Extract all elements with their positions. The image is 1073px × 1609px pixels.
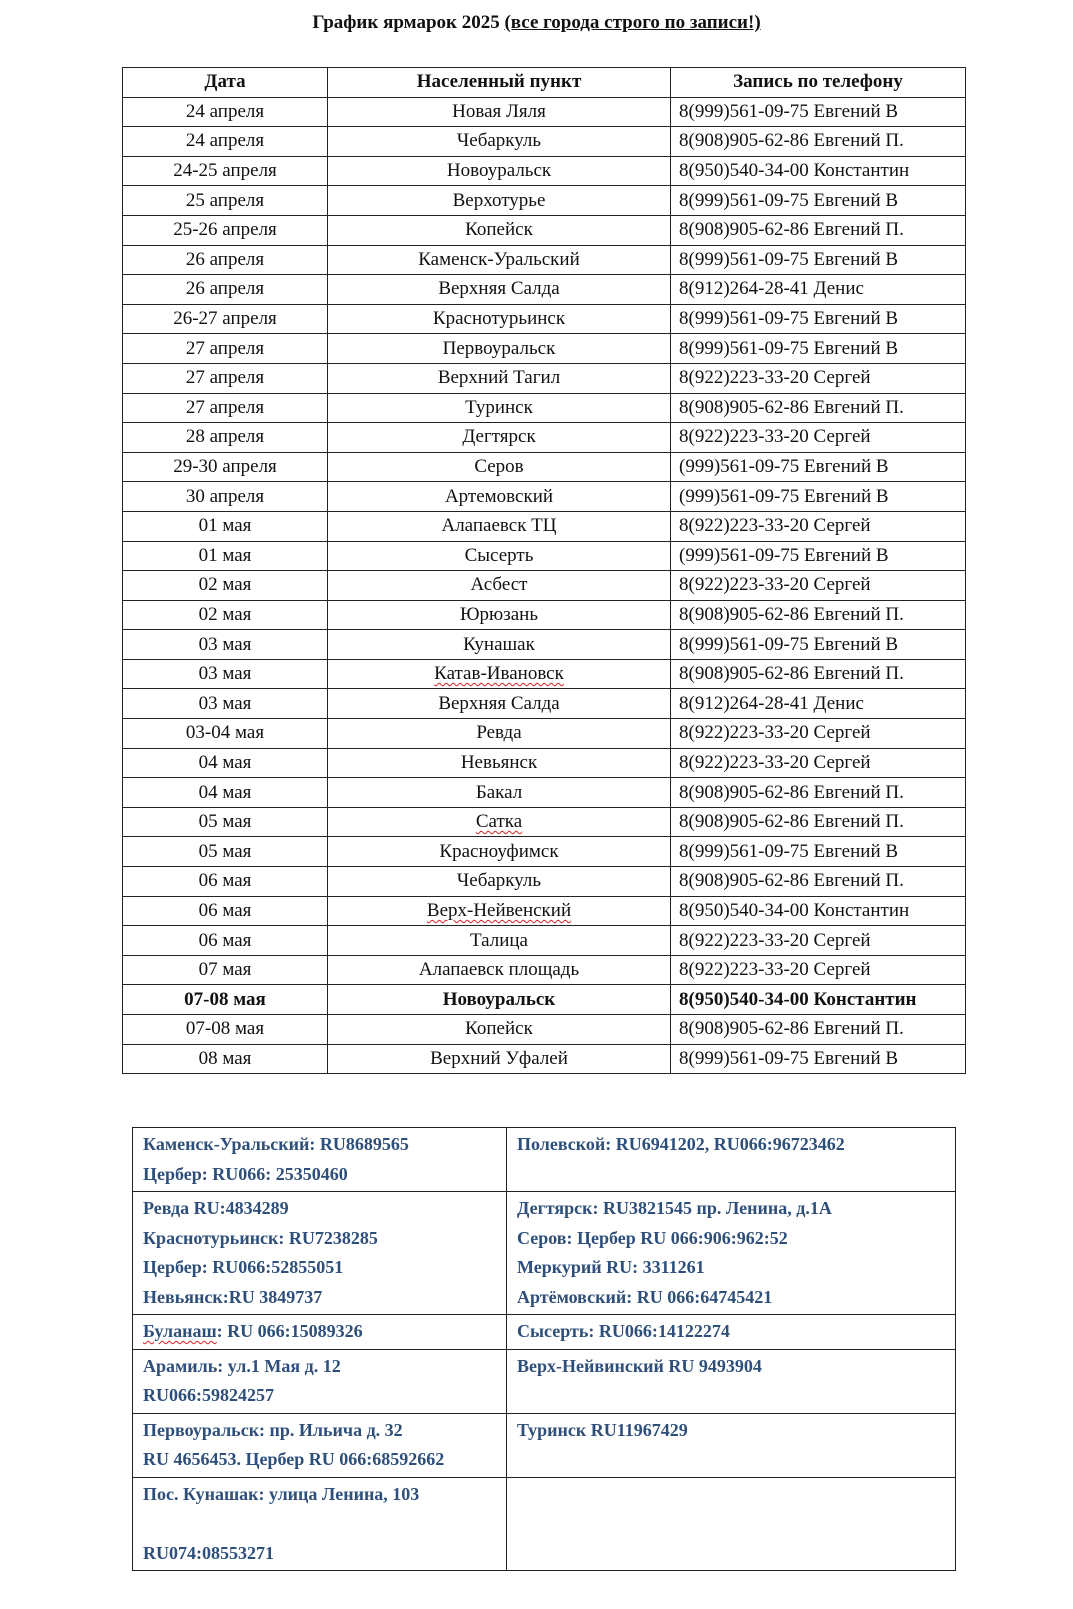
- city-name-spellcheck: Верх-Нейвенский: [426, 899, 572, 921]
- registry-row: [133, 1349, 956, 1413]
- registry-line: RU 4656453. Цербер RU 066:68592662: [143, 1449, 445, 1469]
- registry-line: Краснотурьинск: RU7238285: [143, 1227, 378, 1248]
- phone-cell: 8(999)561-09-75 Евгений В: [671, 630, 966, 660]
- registry-line: Серов: Цербер RU 066:906:962:52: [517, 1227, 788, 1248]
- table-row: [123, 215, 966, 245]
- city-cell: Талица: [328, 926, 671, 956]
- registry-cell-left: [133, 1192, 507, 1315]
- registry-cell-left: [133, 1477, 507, 1571]
- city-cell: Новоуральск: [328, 985, 671, 1015]
- date-cell: 02 мая: [123, 571, 328, 601]
- date-cell: 01 мая: [123, 511, 328, 541]
- registry-cell-right: [507, 1128, 956, 1192]
- city-cell: Первоуральск: [328, 334, 671, 364]
- date-cell: 01 мая: [123, 541, 328, 571]
- table-row: [123, 245, 966, 275]
- registry-numbers-table: [132, 1127, 956, 1571]
- registry-blank-line: [143, 1509, 496, 1539]
- date-cell: 06 мая: [123, 926, 328, 956]
- date-cell: 24-25 апреля: [123, 156, 328, 186]
- date-cell: 08 мая: [123, 1044, 328, 1074]
- registry-line: Дегтярск: RU3821545 пр. Ленина, д.1А: [517, 1198, 832, 1218]
- title-main: График ярмарок 2025: [312, 12, 505, 33]
- phone-cell: 8(908)905-62-86 Евгений П.: [671, 1015, 966, 1045]
- phone-cell: 8(922)223-33-20 Сергей: [671, 748, 966, 778]
- column-header-date: Дата: [123, 68, 328, 98]
- date-cell: 26 апреля: [123, 275, 328, 305]
- city-cell: Новоуральск: [328, 156, 671, 186]
- date-cell: 03 мая: [123, 659, 328, 689]
- phone-cell: (999)561-09-75 Евгений В: [671, 452, 966, 482]
- table-row: [123, 719, 966, 749]
- date-cell: 26-27 апреля: [123, 304, 328, 334]
- table-row: [123, 423, 966, 453]
- table-row: [123, 689, 966, 719]
- phone-cell: 8(999)561-09-75 Евгений В: [671, 304, 966, 334]
- date-cell: 24 апреля: [123, 97, 328, 127]
- city-cell: Каменск-Уральский: [328, 245, 671, 275]
- phone-cell: 8(950)540-34-00 Константин: [671, 985, 966, 1015]
- city-cell: [328, 659, 671, 689]
- table-row: [123, 156, 966, 186]
- table-row: [123, 778, 966, 808]
- table-row: [123, 955, 966, 985]
- table-row: [123, 748, 966, 778]
- table-row: [123, 452, 966, 482]
- registry-cell-left: [133, 1315, 507, 1350]
- table-row: [123, 393, 966, 423]
- table-row: [123, 867, 966, 897]
- registry-row: [133, 1413, 956, 1477]
- date-cell: 03-04 мая: [123, 719, 328, 749]
- date-cell: 07-08 мая: [123, 985, 328, 1015]
- table-row: [123, 896, 966, 926]
- table-row: [123, 304, 966, 334]
- phone-cell: 8(922)223-33-20 Сергей: [671, 511, 966, 541]
- phone-cell: (999)561-09-75 Евгений В: [671, 482, 966, 512]
- phone-cell: 8(908)905-62-86 Евгений П.: [671, 867, 966, 897]
- city-cell: Сысерть: [328, 541, 671, 571]
- registry-cell-right: [507, 1192, 956, 1315]
- phone-cell: 8(950)540-34-00 Константин: [671, 156, 966, 186]
- phone-cell: 8(999)561-09-75 Евгений В: [671, 334, 966, 364]
- city-cell: Невьянск: [328, 748, 671, 778]
- registry-word-spellcheck: Буланаш: [143, 1321, 217, 1341]
- city-cell: Бакал: [328, 778, 671, 808]
- city-cell: Алапаевск ТЦ: [328, 511, 671, 541]
- table-row: [123, 630, 966, 660]
- date-cell: 02 мая: [123, 600, 328, 630]
- phone-cell: 8(922)223-33-20 Сергей: [671, 363, 966, 393]
- registry-line: Арамиль: ул.1 Мая д. 12: [143, 1355, 341, 1376]
- city-cell: Дегтярск: [328, 423, 671, 453]
- date-cell: 30 апреля: [123, 482, 328, 512]
- registry-line: Каменск-Уральский: RU8689565: [143, 1134, 409, 1154]
- table-row: [123, 1044, 966, 1074]
- registry-cell-right: [507, 1413, 956, 1477]
- city-cell: Кунашак: [328, 630, 671, 660]
- city-cell: Копейск: [328, 215, 671, 245]
- phone-cell: 8(999)561-09-75 Евгений В: [671, 837, 966, 867]
- table-row: [123, 571, 966, 601]
- table-header-row: [123, 68, 966, 98]
- phone-cell: 8(908)905-62-86 Евгений П.: [671, 393, 966, 423]
- date-cell: 03 мая: [123, 689, 328, 719]
- phone-cell: 8(922)223-33-20 Сергей: [671, 571, 966, 601]
- phone-cell: (999)561-09-75 Евгений В: [671, 541, 966, 571]
- city-cell: Асбест: [328, 571, 671, 601]
- city-cell: [328, 807, 671, 837]
- registry-line: Цербер: RU066:52855051: [143, 1257, 344, 1277]
- registry-line: Буланаш: RU 066:15089326: [143, 1321, 363, 1341]
- registry-line: Туринск RU11967429: [517, 1419, 688, 1440]
- registry-line: RU074:08553271: [143, 1542, 274, 1563]
- date-cell: 28 апреля: [123, 423, 328, 453]
- registry-line: Полевской: RU6941202, RU066:96723462: [517, 1134, 845, 1154]
- table-row: [123, 985, 966, 1015]
- city-cell: Туринск: [328, 393, 671, 423]
- registry-line: Ревда RU:4834289: [143, 1198, 289, 1218]
- phone-cell: 8(912)264-28-41 Денис: [671, 689, 966, 719]
- date-cell: 07-08 мая: [123, 1015, 328, 1045]
- date-cell: 27 апреля: [123, 393, 328, 423]
- table-row: [123, 541, 966, 571]
- registry-line: Невьянск:RU 3849737: [143, 1286, 323, 1307]
- table-row: [123, 511, 966, 541]
- table-row: [123, 807, 966, 837]
- phone-cell: 8(912)264-28-41 Денис: [671, 275, 966, 305]
- registry-row: [133, 1315, 956, 1350]
- date-cell: 27 апреля: [123, 334, 328, 364]
- city-cell: Краснотурьинск: [328, 304, 671, 334]
- city-cell: Верхняя Салда: [328, 689, 671, 719]
- phone-cell: 8(908)905-62-86 Евгений П.: [671, 778, 966, 808]
- date-cell: 24 апреля: [123, 127, 328, 157]
- table-row: [123, 127, 966, 157]
- date-cell: 27 апреля: [123, 363, 328, 393]
- city-cell: Серов: [328, 452, 671, 482]
- phone-cell: 8(999)561-09-75 Евгений В: [671, 245, 966, 275]
- phone-cell: 8(908)905-62-86 Евгений П.: [671, 600, 966, 630]
- registry-line: Сысерть: RU066:14122274: [517, 1321, 730, 1341]
- phone-cell: 8(908)905-62-86 Евгений П.: [671, 659, 966, 689]
- city-cell: Верхний Уфалей: [328, 1044, 671, 1074]
- phone-cell: 8(908)905-62-86 Евгений П.: [671, 807, 966, 837]
- table-row: [123, 600, 966, 630]
- city-cell: [328, 896, 671, 926]
- date-cell: 25-26 апреля: [123, 215, 328, 245]
- page-title: [0, 12, 1073, 34]
- city-cell: Красноуфимск: [328, 837, 671, 867]
- date-cell: 29-30 апреля: [123, 452, 328, 482]
- title-note: (все города строго по записи!): [504, 12, 761, 33]
- fair-schedule-table: [122, 67, 966, 1074]
- date-cell: 04 мая: [123, 748, 328, 778]
- registry-line: Первоуральск: пр. Ильича д. 32: [143, 1419, 403, 1440]
- column-header-city: Населенный пункт: [328, 68, 671, 98]
- table-row: [123, 186, 966, 216]
- city-name-spellcheck: Сатка: [475, 811, 523, 833]
- phone-cell: 8(922)223-33-20 Сергей: [671, 719, 966, 749]
- registry-cell-right: [507, 1315, 956, 1350]
- city-cell: Алапаевск площадь: [328, 955, 671, 985]
- table-row: [123, 334, 966, 364]
- registry-line: Верх-Нейвинский RU 9493904: [517, 1355, 762, 1376]
- phone-cell: 8(999)561-09-75 Евгений В: [671, 1044, 966, 1074]
- date-cell: 06 мая: [123, 867, 328, 897]
- phone-cell: 8(908)905-62-86 Евгений П.: [671, 215, 966, 245]
- table-row: [123, 275, 966, 305]
- date-cell: 25 апреля: [123, 186, 328, 216]
- registry-row: [133, 1128, 956, 1192]
- date-cell: 03 мая: [123, 630, 328, 660]
- phone-cell: 8(999)561-09-75 Евгений В: [671, 97, 966, 127]
- table-row: [123, 837, 966, 867]
- date-cell: 26 апреля: [123, 245, 328, 275]
- registry-line: Артёмовский: RU 066:64745421: [517, 1286, 773, 1307]
- registry-line: RU066:59824257: [143, 1385, 274, 1405]
- column-header-phone: Запись по телефону: [671, 68, 966, 98]
- city-cell: Чебаркуль: [328, 127, 671, 157]
- phone-cell: 8(922)223-33-20 Сергей: [671, 955, 966, 985]
- city-cell: Верхний Тагил: [328, 363, 671, 393]
- table-row: [123, 926, 966, 956]
- phone-cell: 8(922)223-33-20 Сергей: [671, 423, 966, 453]
- phone-cell: 8(999)561-09-75 Евгений В: [671, 186, 966, 216]
- date-cell: 04 мая: [123, 778, 328, 808]
- registry-cell-right: [507, 1349, 956, 1413]
- city-cell: Верхотурье: [328, 186, 671, 216]
- city-cell: Копейск: [328, 1015, 671, 1045]
- date-cell: 05 мая: [123, 837, 328, 867]
- table-row: [123, 97, 966, 127]
- city-cell: Ревда: [328, 719, 671, 749]
- registry-line: Меркурий RU: 3311261: [517, 1257, 705, 1277]
- registry-cell-left: [133, 1128, 507, 1192]
- phone-cell: 8(922)223-33-20 Сергей: [671, 926, 966, 956]
- registry-line: Пос. Кунашак: улица Ленина, 103: [143, 1483, 420, 1504]
- city-name-spellcheck: Катав-Ивановск: [434, 663, 564, 685]
- table-row: [123, 659, 966, 689]
- table-row: [123, 482, 966, 512]
- schedule-body: [123, 97, 966, 1074]
- registry-row: [133, 1192, 956, 1315]
- phone-cell: 8(950)540-34-00 Константин: [671, 896, 966, 926]
- city-cell: Юрюзань: [328, 600, 671, 630]
- registry-row: [133, 1477, 956, 1571]
- phone-cell: 8(908)905-62-86 Евгений П.: [671, 127, 966, 157]
- registry-cell-right: [507, 1477, 956, 1571]
- table-row: [123, 1015, 966, 1045]
- city-cell: Верхняя Салда: [328, 275, 671, 305]
- date-cell: 05 мая: [123, 807, 328, 837]
- registry-line: Цербер: RU066: 25350460: [143, 1163, 348, 1184]
- registry-cell-left: [133, 1349, 507, 1413]
- city-cell: Артемовский: [328, 482, 671, 512]
- city-cell: Чебаркуль: [328, 867, 671, 897]
- date-cell: 07 мая: [123, 955, 328, 985]
- date-cell: 06 мая: [123, 896, 328, 926]
- city-cell: Новая Ляля: [328, 97, 671, 127]
- table-row: [123, 363, 966, 393]
- registry-cell-left: [133, 1413, 507, 1477]
- registry-body: [133, 1128, 956, 1571]
